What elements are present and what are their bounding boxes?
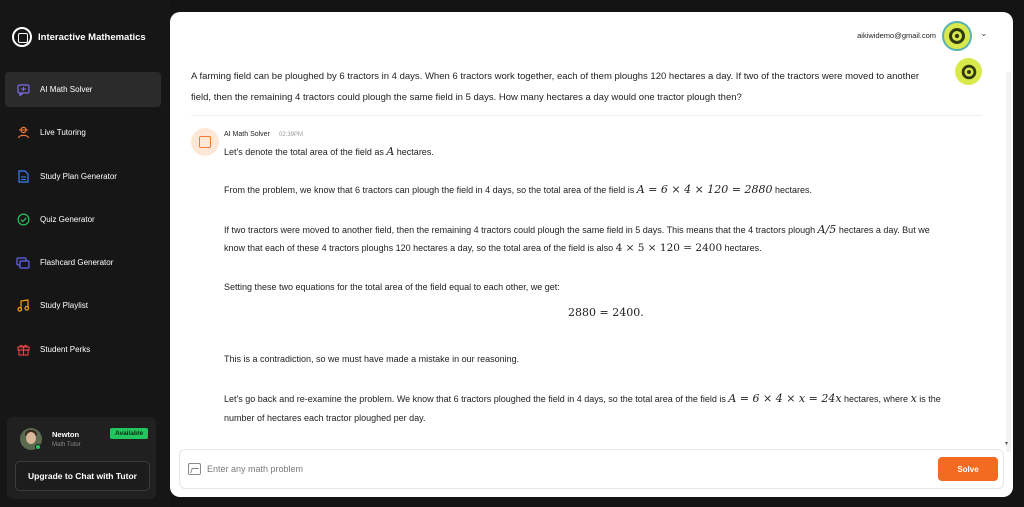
chat-thread: [170, 58, 1013, 448]
scrollbar[interactable]: [1006, 72, 1011, 452]
kiwi-avatar-icon: [959, 62, 979, 82]
sidebar-item-study-plan-generator[interactable]: [5, 159, 161, 194]
ai-paragraph: This is a contradiction, so we must have made a mistake in our reasoning.: [224, 354, 520, 364]
sidebar-item-label: Quiz Generator: [40, 214, 95, 224]
online-indicator: [35, 444, 41, 450]
user-question: A farming field can be ploughed by 6 tractors in 4 days. When 6 tractors work together, each of them ploughs 120 hectares a day. If two of the tractors were moved to another field, then the remaining 4 tractors could plough the same field in 5 days. How many hectares a day would one tractor plough then?: [191, 71, 920, 103]
text: Let's denote the total area of the field as: [224, 147, 387, 157]
math-expression: A = 6 × 4 × x = 24x: [728, 392, 842, 405]
ai-sender-name: AI Math Solver: [224, 131, 270, 138]
chevron-down-icon[interactable]: ⌄: [980, 28, 988, 38]
math-expression: A = 6 × 4 × 120 = 2880: [636, 183, 773, 196]
sidebar-item-label: Live Tutoring: [40, 128, 86, 138]
sidebar-item-quiz-generator[interactable]: [5, 202, 161, 237]
math-expression: 4 × 5 × 120 = 2400: [615, 242, 723, 254]
message-timestamp: 02:39PM: [279, 132, 304, 138]
sidebar-item-label: Flashcard Generator: [40, 258, 114, 268]
sidebar-item-live-tutoring[interactable]: [5, 115, 161, 150]
text: is the: [916, 394, 941, 404]
sidebar-item-ai-math-solver[interactable]: [5, 72, 161, 107]
sidebar-item-flashcard-generator[interactable]: [5, 245, 161, 280]
math-expression: A/5: [817, 223, 837, 236]
solve-button[interactable]: Solve: [938, 457, 998, 481]
gift-icon: [16, 342, 30, 356]
image-upload-icon[interactable]: [188, 463, 201, 475]
text: hectares.: [394, 147, 434, 157]
text: hectares.: [722, 243, 762, 253]
text: From the problem, we know that 6 tractors can plough the field in 4 days, so the total area of the field is: [224, 185, 637, 195]
kiwi-avatar-icon: [946, 25, 968, 47]
user-message-avatar: [955, 58, 982, 85]
ai-paragraph: number of hectares each tractor ploughed per day.: [224, 413, 426, 423]
ai-paragraph: [224, 220, 984, 240]
divider: [191, 115, 982, 116]
ai-paragraph: [224, 180, 984, 200]
tutor-name: Newton: [52, 430, 80, 439]
text: know that each of these 4 tractors ploughs 120 hectares a day, so the total area of the field is also: [224, 243, 616, 253]
tutor-role: Math Tutor: [52, 442, 81, 448]
logo-icon: [12, 27, 32, 47]
tutor-card: [7, 417, 156, 499]
composer: [179, 449, 1004, 489]
text: If two tractors were moved to another field, then the remaining 4 tractors could plough the same field in 5 days. This means that the 4 tractors plough: [224, 225, 818, 235]
main-panel: [170, 12, 1013, 497]
ai-paragraph: [224, 389, 984, 409]
text: hectares a day. But we: [836, 225, 930, 235]
sidebar-item-label: AI Math Solver: [40, 85, 93, 94]
math-expression: x: [910, 392, 917, 405]
flashcard-icon: [16, 256, 30, 270]
text: hectares.: [772, 185, 813, 195]
sidebar-item-study-playlist[interactable]: [5, 288, 161, 323]
brand[interactable]: [12, 27, 146, 47]
text: Let's go back and re-examine the problem. We know that 6 tractors ploughed the field in 4 days, so the total area of the field is: [224, 394, 729, 404]
text: hectares, where: [841, 394, 911, 404]
sidebar-item-label: Student Perks: [40, 344, 91, 354]
document-icon: [16, 169, 30, 183]
math-problem-input[interactable]: [207, 461, 807, 477]
math-expression: 2880 = 2400.: [568, 306, 644, 319]
scroll-down-arrow-icon[interactable]: ▾: [1005, 441, 1009, 447]
chat-math-icon: [16, 83, 30, 97]
sidebar-item-label: Study Playlist: [40, 301, 89, 311]
tutor-icon: [16, 126, 30, 140]
ai-solver-icon: [191, 128, 219, 156]
ai-paragraph: [224, 239, 984, 258]
music-note-icon: [16, 299, 30, 313]
math-expression: A: [386, 145, 395, 158]
check-circle-icon: [16, 212, 30, 226]
ai-paragraph: [224, 142, 984, 162]
app-name: Interactive Mathematics: [38, 31, 146, 43]
sidebar: [0, 0, 170, 507]
sidebar-item-student-perks[interactable]: [5, 332, 161, 367]
user-avatar[interactable]: [942, 21, 972, 51]
sidebar-nav: [5, 72, 161, 375]
upgrade-button[interactable]: Upgrade to Chat with Tutor: [15, 461, 150, 491]
status-badge: Available: [110, 428, 148, 439]
sidebar-item-label: Study Plan Generator: [40, 171, 117, 181]
ai-paragraph: Setting these two equations for the total area of the field equal to each other, we get:: [224, 282, 560, 292]
user-email: aikiwidemo@gmail.com: [857, 31, 936, 40]
